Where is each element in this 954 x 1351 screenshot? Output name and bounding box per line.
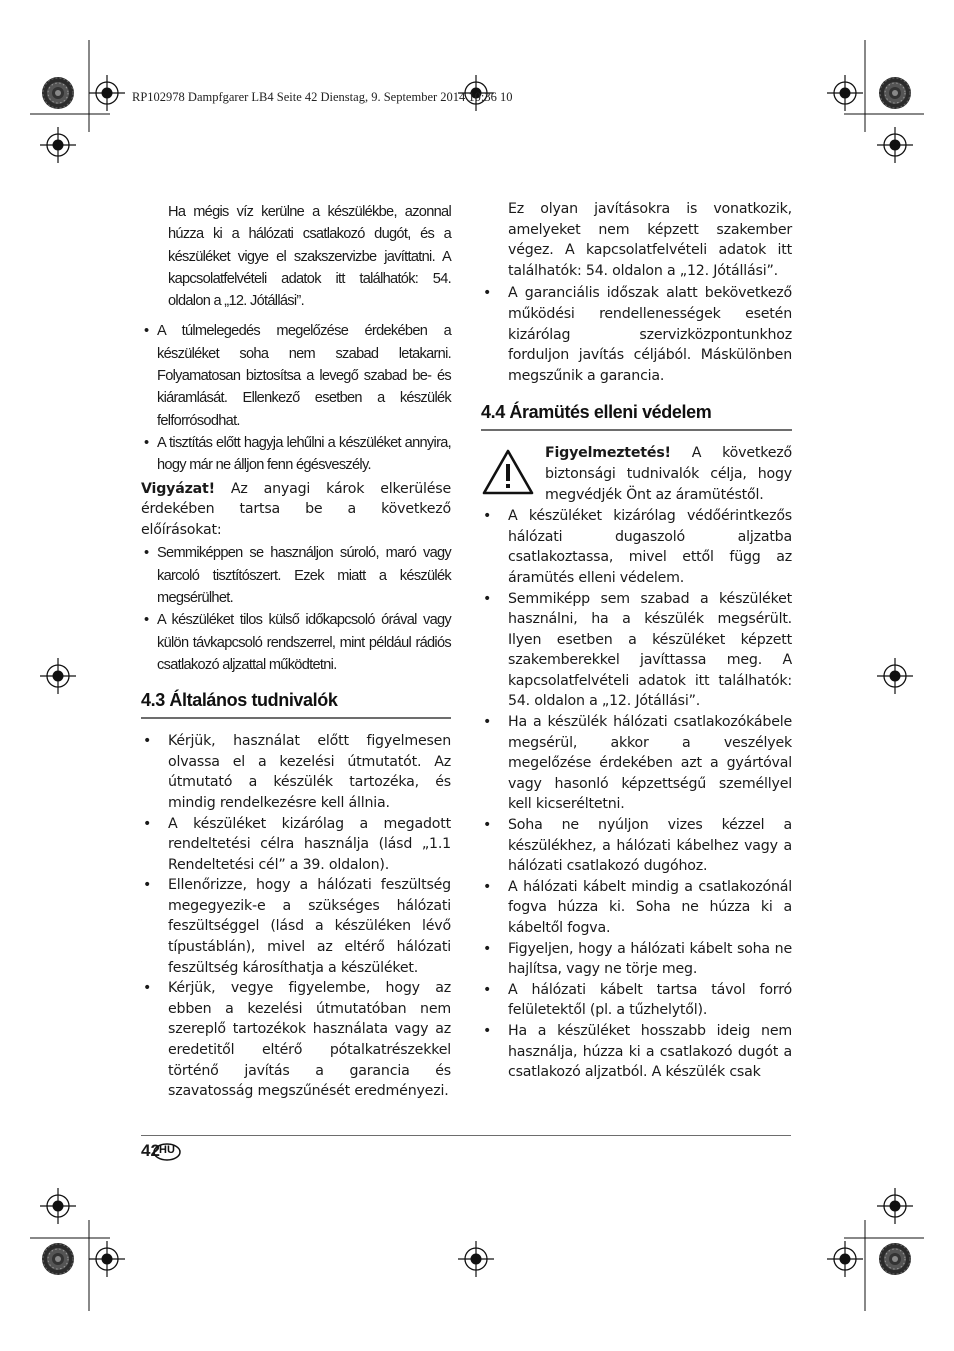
list-item: • A garanciális időszak alatt bekövetkező működési rendellenességek esetén kizárólag szervizközpontunkhoz forduljon javítás céljából. Máskülönben megszűnik a garancia. xyxy=(481,283,792,386)
bullet-list-0 xyxy=(481,283,792,386)
list-item: • A hálózati kábelt mindig a csatlakozónál fogva húzza ki. Soha ne húzza ki a kábeltől fogva. xyxy=(481,877,792,939)
bullet-list-1 xyxy=(141,320,451,476)
list-item: • Ha a készüléket hosszabb ideig nem használja, húzza ki a csatlakozó dugót a csatlakozó aljzatból. A készülék csak xyxy=(481,1021,792,1083)
section-4-3 xyxy=(141,690,451,1102)
print-slug: RP102978 Dampfgarer LB4 Seite 42 Dienstag, 9. September 2014 10:36 10 xyxy=(132,90,513,104)
language-code: HU xyxy=(159,1144,175,1156)
color-wheel-icon xyxy=(42,77,74,109)
list-item: • A túlmelegedés megelőzése érdekében a készüléket soha nem szabad letakarni. Folyamatosan biztosítsa a levegő szabad be- és kiáramlását. Ellenkező esetben a készülék felforrósodhat. xyxy=(141,320,451,431)
bullet-list-2 xyxy=(141,542,451,676)
list-item: • A készüléket tilos külső időkapcsoló órával vagy külön távkapcsoló rendszerrel, mint például rádiós csatlakozó aljzattal működtetni. xyxy=(141,609,451,676)
registration-mark-icon xyxy=(877,658,913,694)
list-item: • Semmiképpen se használjon súroló, maró vagy karcoló tisztítószert. Ezek miatt a készülék megsérülhet. xyxy=(141,542,451,609)
registration-mark-icon xyxy=(827,75,863,111)
warning-text: A következő biztonsági tudnivalók célja, hogy megvédjék Önt az áramütéstől. xyxy=(545,445,792,503)
registration-mark-icon xyxy=(877,1188,913,1224)
list-item: • Kérjük, vegye figyelembe, hogy az ebben a kezelési útmutatóban nem szereplő tartozékok használata vagy az eredetitől eltérő pótalkatrészekkel történő javítás a garancia és szavatosság megszűnését eredményezi. xyxy=(141,978,451,1102)
page-number: 42 xyxy=(141,1141,160,1160)
list-item: • Kérjük, használat előtt figyelmesen olvassa el a kezelési útmutatót. Az útmutató a készülék tartozéka, és mindig rendelkezésre kell állnia. xyxy=(141,731,451,813)
registration-mark-icon xyxy=(827,1241,863,1277)
caution-paragraph xyxy=(141,479,451,541)
warning-paragraph xyxy=(545,443,792,505)
list-item: • Ha a készülék hálózati csatlakozókábele megsérül, akkor a veszélyek megelőzése érdekében azt a gyártóval vagy hasonló képzettségű személlyel kell kicseréltetni. xyxy=(481,712,792,815)
registration-mark-icon xyxy=(40,1188,76,1224)
warning-label: Figyelmeztetés! xyxy=(545,445,671,462)
color-wheel-icon xyxy=(879,77,911,109)
registration-mark-icon xyxy=(40,658,76,694)
registration-mark-icon xyxy=(877,127,913,163)
registration-mark-icon xyxy=(40,127,76,163)
section-heading: 4.4 Áramütés elleni védelem xyxy=(481,402,792,431)
list-item: • Semmiképp sem szabad a készüléket használni, ha a készülék megsérült. Ilyen esetben a készüléket képzett szakemberekkel javíttassa meg. A kapcsolatfelvételi adatok itt találhatók: 54. oldalon a „12. Jótállási”. xyxy=(481,589,792,713)
list-item: • A tisztítás előtt hagyja lehűlni a készüléket annyira, hogy már ne álljon fenn égésveszély. xyxy=(141,432,451,477)
list-item: • Ellenőrizze, hogy a hálózati feszültség megegyezik-e a szükséges hálózati feszültséggel (lásd a készüléken lévő típustáblán), mivel az eltérő hálózati feszültség károsíthatja a készüléket. xyxy=(141,875,451,978)
caution-label: Vigyázat! xyxy=(141,480,215,497)
list-item: • A hálózati kábelt tartsa távol forró felületektől (pl. a tűzhelytől). xyxy=(481,980,792,1021)
section-4-4 xyxy=(481,402,792,1082)
footer-rule xyxy=(141,1135,791,1136)
section-heading: 4.3 Általános tudnivalók xyxy=(141,690,451,719)
list-item: • Soha ne nyúljon vizes kézzel a készülékhez, a hálózati kábelhez vagy a hálózati csatlakozó dugóhoz. xyxy=(481,815,792,877)
warning-triangle-icon xyxy=(481,443,535,501)
continued-paragraph: Ez olyan javításokra is vonatkozik, amelyeket nem képzett szakember végez. A kapcsolatfelvételi adatok itt találhatók: 54. oldalon a „12. Jótállási”. xyxy=(508,201,792,279)
caution-text: Az anyagi károk elkerülése érdekében tartsa be a következő előírásokat: xyxy=(141,480,451,538)
list-item: • Figyeljen, hogy a hálózati kábelt soha ne hajlítsa, vagy ne törje meg. xyxy=(481,939,792,980)
bullet-list-3 xyxy=(141,731,451,1102)
right-column xyxy=(481,199,792,1083)
color-wheel-icon xyxy=(879,1243,911,1275)
registration-mark-icon xyxy=(458,1241,494,1277)
list-item: • A készüléket kizárólag védőérintkezős hálózati dugaszoló aljzatba csatlakoztassa, mivel ettől függ az áramütés elleni védelem. xyxy=(481,506,792,588)
intro-paragraph: Ha mégis víz kerülne a készülékbe, azonnal húzza ki a hálózati csatlakozó dugót, és a készüléket vigye el szakszervizbe javíttatni. A kapcsolatfelvételi adatok itt találhatók: 54. oldalon a „12. Jótállási”. xyxy=(168,204,451,310)
left-column xyxy=(141,201,451,1102)
bullet-list-4 xyxy=(481,506,792,1083)
registration-mark-icon xyxy=(89,1241,125,1277)
color-wheel-icon xyxy=(42,1243,74,1275)
list-item: • A készüléket kizárólag a megadott rendeltetési célra használja (lásd „1.1 Rendeltetési cél” a 39. oldalon). xyxy=(141,814,451,876)
warning-block xyxy=(481,443,792,505)
registration-mark-icon xyxy=(89,75,125,111)
